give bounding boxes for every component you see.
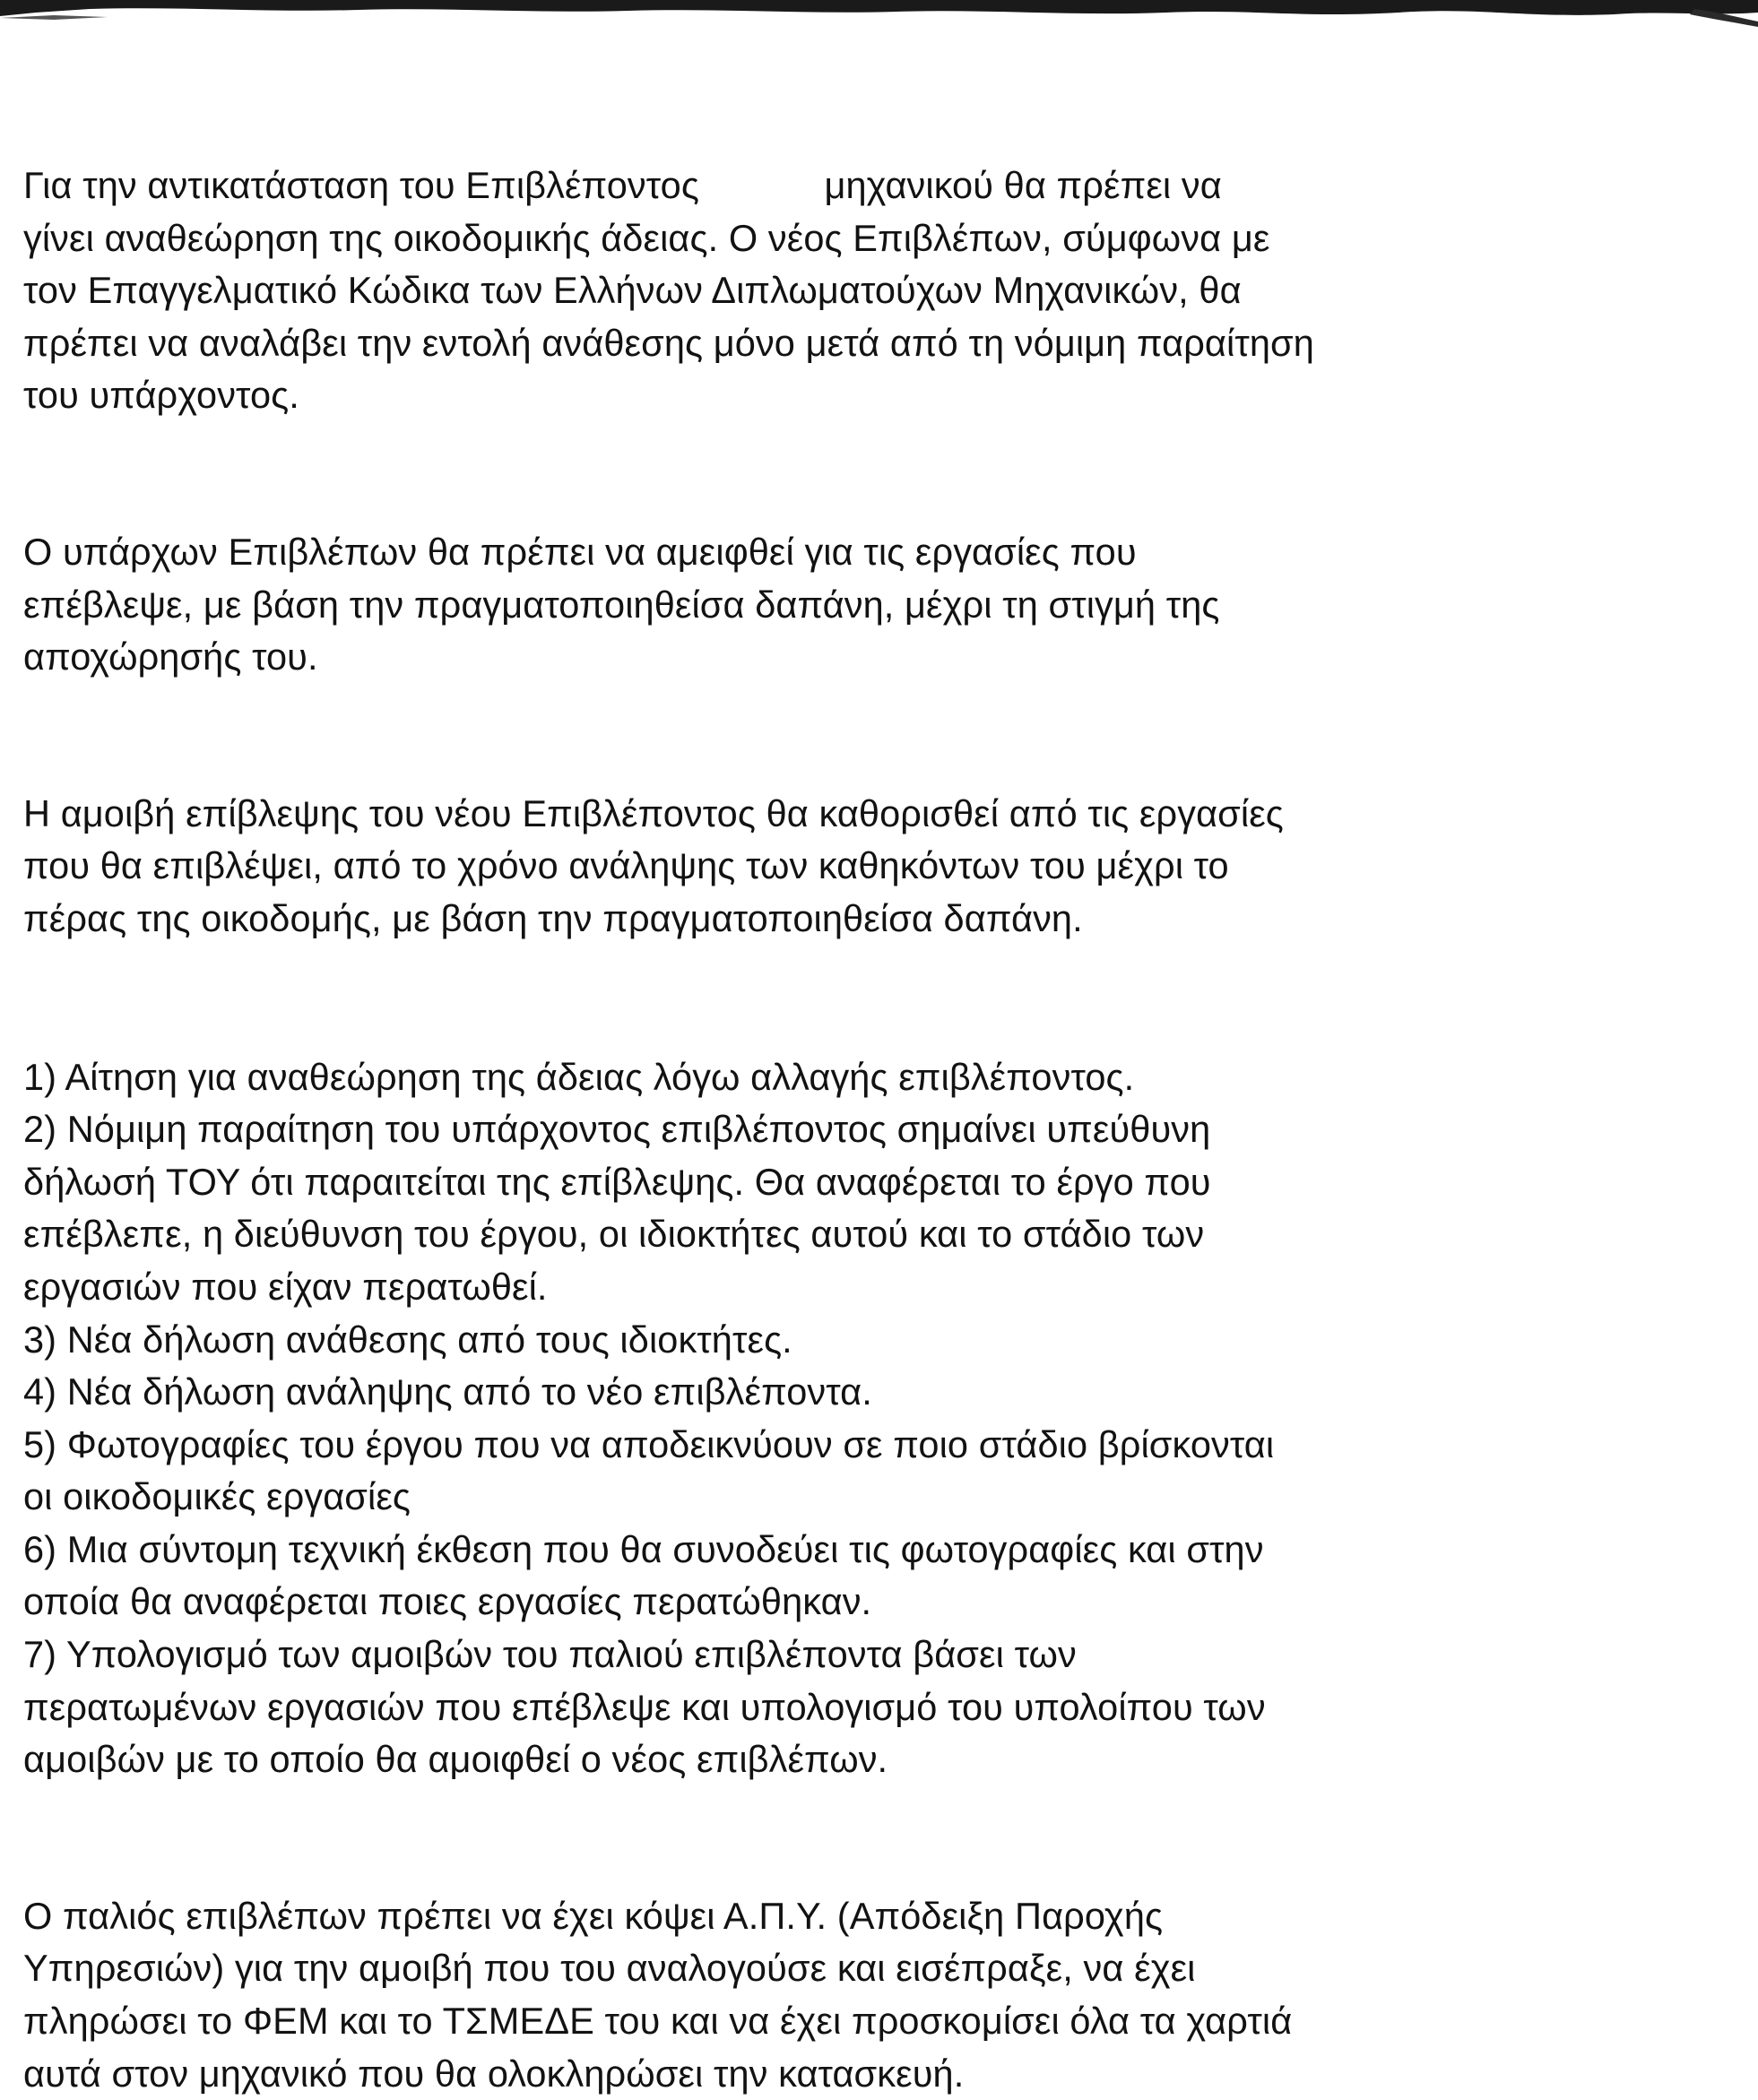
text-line: που θα επιβλέψει, από το χρόνο ανάληψης των καθηκόντων του μέχρι το [23, 844, 1229, 887]
list-item: 6) Μια σύντομη τεχνική έκθεση που θα συνοδεύει τις φωτογραφίες και στην [23, 1527, 1264, 1570]
text-line: Ο παλιός επιβλέπων πρέπει να έχει κόψει Α.Π.Υ. (Απόδειξη Παροχής [23, 1894, 1164, 1937]
paragraph-spacer [23, 422, 1709, 526]
list-item-continuation: εργασιών που είχαν περατωθεί. [23, 1265, 548, 1308]
paragraph-old-supervisor-obligations [23, 1890, 1709, 2100]
text-line: γίνει αναθεώρηση της οικοδομικής άδειας. Ο νέος Επιβλέπων, σύμφωνα με [23, 216, 1270, 259]
text-line: επέβλεψε, με βάση την πραγματοποιηθείσα δαπάνη, μέχρι τη στιγμή της [23, 583, 1220, 626]
text-line: τον Επαγγελματικό Κώδικα των Ελλήνων Διπλωματούχων Μηχανικών, θα [23, 269, 1242, 312]
list-item: 3) Νέα δήλωση ανάθεσης από τους ιδιοκτήτες. [23, 1318, 792, 1361]
paragraph-new-supervisor-fee [23, 788, 1709, 946]
text-line: Ο υπάρχων Επιβλέπων θα πρέπει να αμειφθεί για τις εργασίες που [23, 530, 1137, 573]
list-item: 1) Αίτηση για αναθεώρηση της άδειας λόγω αλλαγής επιβλέποντος. [23, 1055, 1135, 1098]
text-line: Για την αντικατάσταση του Επιβλέποντος μηχανικού θα πρέπει να [23, 164, 1222, 206]
list-item-continuation: αμοιβών με το οποίο θα αμοιφθεί ο νέος επιβλέπων. [23, 1738, 888, 1781]
text-line: αποχώρησής του. [23, 635, 318, 678]
scan-edge-artifact [0, 0, 1758, 27]
text-line: πρέπει να αναλάβει την εντολή ανάθεσης μόνο μετά από τη νόμιμη παραίτηση [23, 321, 1314, 364]
list-item-continuation: οι οικοδομικές εργασίες [23, 1475, 411, 1518]
paragraph-spacer [23, 684, 1709, 788]
text-line: Η αμοιβή επίβλεψης του νέου Επιβλέποντος θα καθορισθεί από τις εργασίες [23, 791, 1284, 834]
list-item: 2) Νόμιμη παραίτηση του υπάρχοντος επιβλέποντος σημαίνει υπεύθυνη [23, 1108, 1211, 1151]
list-item-continuation: δήλωσή ΤΟΥ ότι παραιτείται της επίβλεψης. Θα αναφέρεται το έργο που [23, 1160, 1211, 1203]
list-item-continuation: επέβλεπε, η διεύθυνση του έργου, οι ιδιοκτήτες αυτού και το στάδιο των [23, 1213, 1205, 1256]
text-line: πέρας της οικοδομής, με βάση την πραγματοποιηθείσα δαπάνη. [23, 896, 1083, 939]
text-line: πληρώσει το ΦΕΜ και το ΤΣΜΕΔΕ του και να έχει προσκομίσει όλα τα χαρτιά [23, 2000, 1293, 2043]
paragraph-replacement-intro [23, 160, 1709, 422]
paragraph-existing-supervisor-fee [23, 526, 1709, 684]
paragraph-spacer [23, 946, 1709, 1051]
list-item: 5) Φωτογραφίες του έργου που να αποδεικνύουν σε ποιο στάδιο βρίσκονται [23, 1422, 1275, 1465]
list-item-continuation: περατωμένων εργασιών που επέβλεψε και υπολογισμό του υπολοίπου των [23, 1685, 1266, 1728]
paragraph-spacer [23, 1786, 1709, 1890]
text-line: του υπάρχοντος. [23, 374, 299, 417]
required-documents-list [23, 1051, 1709, 1786]
list-item-continuation: οποία θα αναφέρεται ποιες εργασίες περατώθηκαν. [23, 1580, 872, 1623]
list-item: 4) Νέα δήλωση ανάληψης από το νέο επιβλέποντα. [23, 1370, 872, 1413]
document-body [23, 160, 1709, 2100]
text-line: αυτά στον μηχανικό που θα ολοκληρώσει την κατασκευή. [23, 2052, 965, 2095]
text-line: Υπηρεσιών) για την αμοιβή που του αναλογούσε και εισέπραξε, να έχει [23, 1947, 1196, 1990]
list-item: 7) Υπολογισμό των αμοιβών του παλιού επιβλέποντα βάσει των [23, 1633, 1077, 1676]
